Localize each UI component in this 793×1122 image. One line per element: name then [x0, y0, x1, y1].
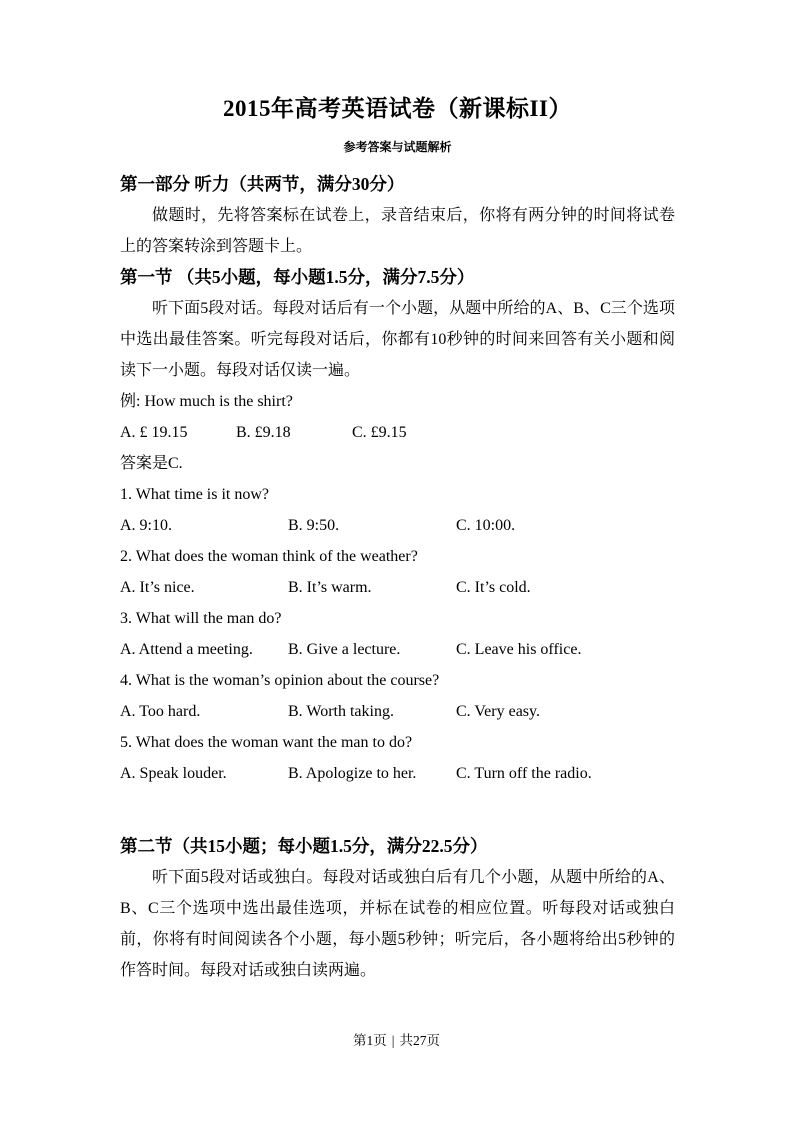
page-title: 2015年高考英语试卷（新课标II）	[223, 96, 572, 121]
text-line: 1. What time is it now?	[120, 486, 270, 503]
options-row	[120, 417, 675, 448]
option: B. £9.18	[236, 424, 291, 441]
options-row	[120, 634, 675, 665]
option: A. 9:10.	[120, 517, 172, 534]
text-line: 4. What is the woman’s opinion about the course?	[120, 672, 440, 689]
text-line: 答案是C.	[120, 455, 183, 472]
text-line: 3. What will the man do?	[120, 610, 282, 627]
option: C. Very easy.	[456, 703, 540, 720]
option: B. 9:50.	[288, 517, 340, 534]
text-line: 5. What does the woman want the man to do?	[120, 734, 413, 751]
option: C. 10:00.	[456, 517, 516, 534]
paragraph: 听下面5段对话。每段对话后有一个小题，从题中所给的A、B、C三个选项中选出最佳答案。听完每段对话后，你都有10秒钟的时间来回答有关小题和阅读下一小题。每段对话仅读一遍。	[120, 300, 675, 379]
option: C. Turn off the radio.	[456, 765, 592, 782]
footer-current-page: 第1页	[353, 1033, 387, 1048]
option: B. Worth taking.	[288, 703, 394, 720]
option: C. Leave his office.	[456, 641, 582, 658]
page-subtitle: 参考答案与试题解析	[343, 140, 452, 154]
option: A. Too hard.	[120, 703, 201, 720]
paragraph: 听下面5段对话或独白。每段对话或独白后有几个小题，从题中所给的A、B、C三个选项中选出最佳选项，并标在试卷的相应位置。听每段对话或独白前，你将有时间阅读各个小题，每小题5秒钟；听完后，各小题将给出5秒钟的作答时间。每段对话或独白读两遍。	[120, 869, 675, 979]
spacer	[120, 789, 675, 831]
section-heading: 第一节 （共5小题，每小题1.5分，满分7.5分）	[120, 267, 475, 287]
text-line: 2. What does the woman think of the weather?	[120, 548, 418, 565]
footer-total-pages: 共27页	[399, 1033, 440, 1048]
footer-separator: |	[391, 1033, 395, 1048]
option: B. Give a lecture.	[288, 641, 401, 658]
options-row	[120, 510, 675, 541]
option: C. It’s cold.	[456, 579, 531, 596]
options-row	[120, 696, 675, 727]
section-heading: 第一部分 听力（共两节，满分30分）	[120, 174, 405, 194]
option: A. Speak louder.	[120, 765, 227, 782]
options-row	[120, 572, 675, 603]
document-body	[120, 169, 675, 986]
option: A. It’s nice.	[120, 579, 195, 596]
option: C. £9.15	[352, 424, 407, 441]
page-footer	[0, 1031, 793, 1051]
option: B. Apologize to her.	[288, 765, 417, 782]
paragraph: 做题时，先将答案标在试卷上，录音结束后，你将有两分钟的时间将试卷上的答案转涂到答题卡上。	[120, 207, 675, 255]
text-line: 例: How much is the shirt?	[120, 393, 293, 410]
options-row	[120, 758, 675, 789]
section-heading: 第二节（共15小题；每小题1.5分，满分22.5分）	[120, 836, 488, 856]
option: A. Attend a meeting.	[120, 641, 253, 658]
option: A. £ 19.15	[120, 424, 188, 441]
option: B. It’s warm.	[288, 579, 372, 596]
